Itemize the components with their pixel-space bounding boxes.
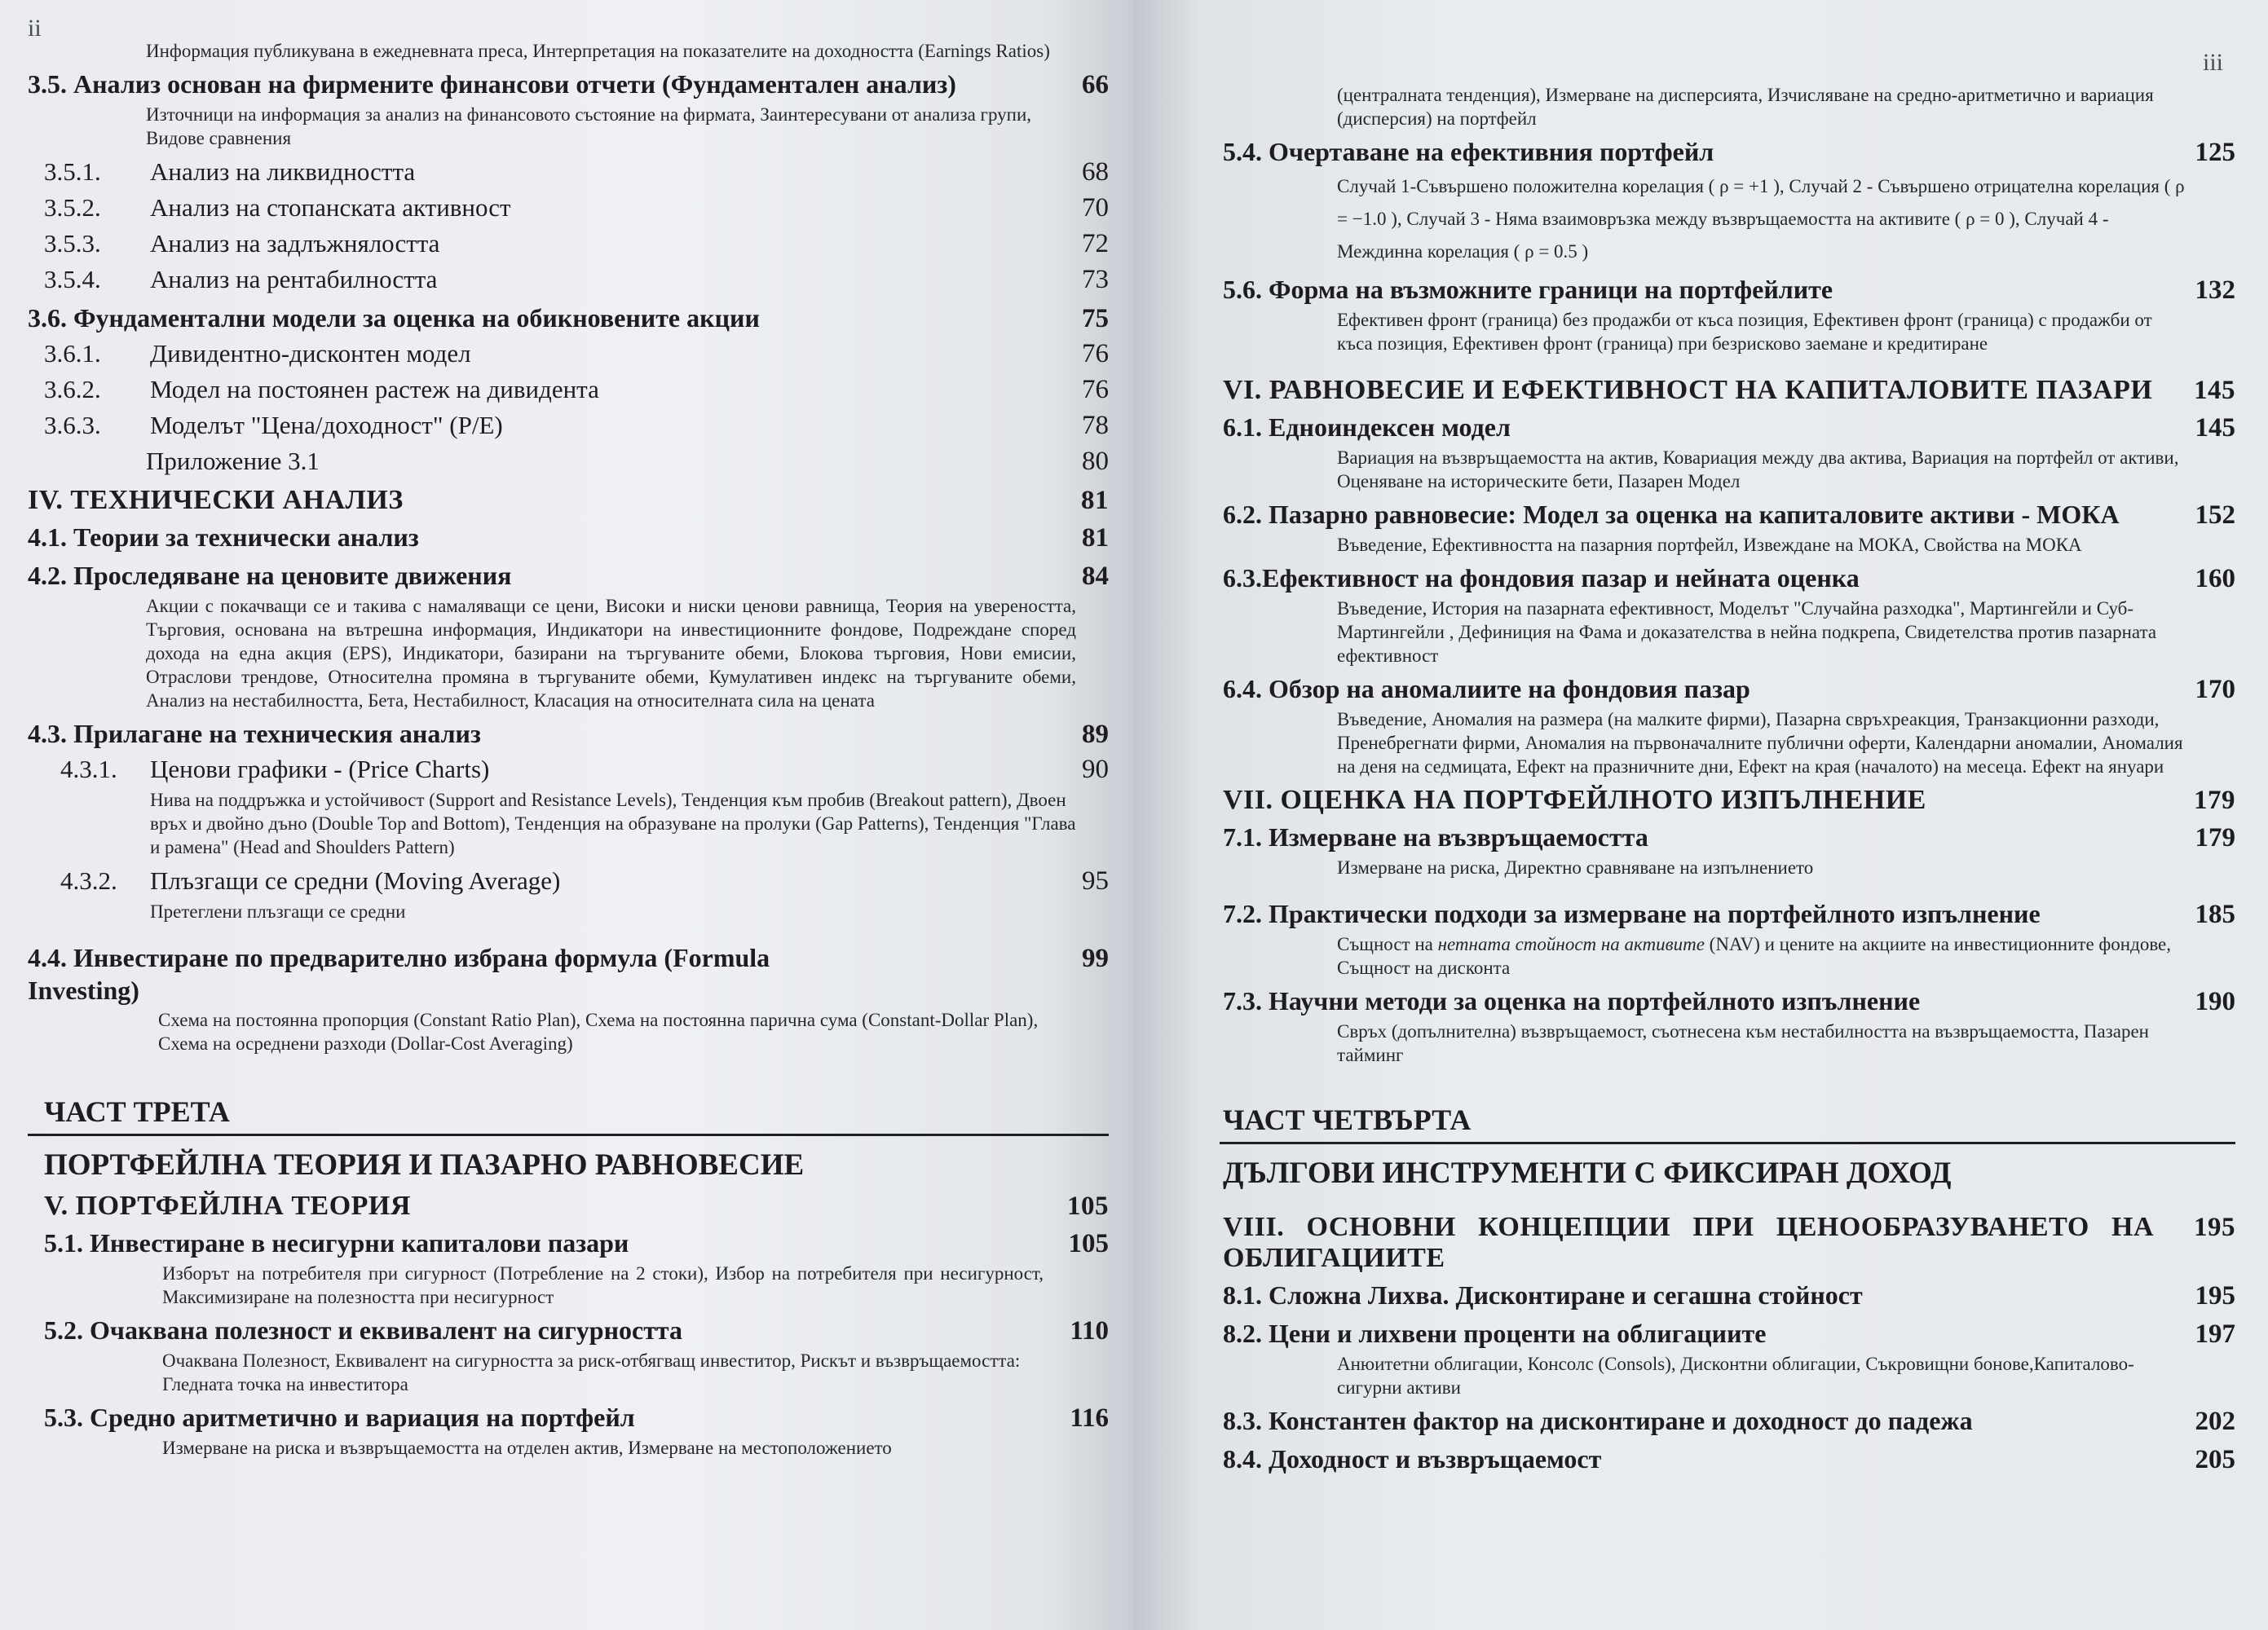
section-title: 5.1. Инвестиране в несигурни капиталови пазари [44,1228,629,1258]
subentry-title: Модел на постоянен растеж на дивидента [150,375,599,403]
page-ref: 73 [1082,265,1109,294]
toc-entry [28,302,1109,335]
subentry-title: Моделът "Цена/доходност" (P/E) [150,411,503,439]
toc-subentry [28,191,1109,225]
page-ref: 78 [1082,411,1109,440]
chapter-heading [1223,1212,2235,1274]
page-ref: 89 [1082,720,1109,749]
subentry-number: 3.6.2. [44,375,101,403]
left-page [0,0,1133,1630]
subentry-number: 3.5.2. [44,193,101,222]
entry-description: Източници на информация за анализ на финансовото състояние на фирмата, Заинтересувани от анализа групи, Видове сравнения [146,104,1032,148]
page-ref: 205 [2195,1445,2235,1474]
page-ref: 84 [1082,562,1109,591]
page-ref: 179 [2195,823,2235,852]
subentry-number: 4.3.1. [60,755,117,783]
page-number: ii [28,15,42,42]
chapter-title: VII. ОЦЕНКА НА ПОРТФЕЙЛНОТО ИЗПЪЛНЕНИЕ [1223,785,1926,815]
subentry-number: 3.6.1. [44,339,101,368]
section-title: 5.3. Средно аритметично и вариация на портфейл [44,1403,635,1432]
entry-description [1223,932,2235,980]
page-ref: 152 [2195,500,2235,530]
page-ref: 68 [1082,157,1109,187]
page-ref: 72 [1082,229,1109,258]
chapter-heading [28,485,1109,516]
page-ref: 105 [1067,1192,1109,1221]
part-title: ДЪЛГОВИ ИНСТРУМЕНТИ С ФИКСИРАН ДОХОД [1223,1156,1952,1190]
section-title: 7.1. Измерване на възвръщаемостта [1223,822,1648,852]
toc-entry [28,1314,1109,1396]
page-ref: 197 [2195,1319,2235,1349]
entry-description: Случай 1-Съвършено положителна корелация ( ρ = +1 ), Случай 2 - Съвършено отрицателна корелация ( ρ = −1.0 ), Случай 3 - Няма взаимовръзка между възвръщаемостта на активите ( ρ = 0 ), Случай 4 - Междинна корелация ( ρ = 0.5 ) [1337,176,2185,262]
page-ref: 195 [2194,1213,2235,1242]
toc-subentry [28,337,1109,371]
toc-entry [28,559,1109,712]
section-title: 8.3. Константен фактор на дисконтиране и доходност до падежа [1223,1406,1973,1435]
toc-entry [1223,498,2235,557]
page-ref: 66 [1082,70,1109,99]
page-ref: 80 [1082,447,1109,476]
chapter-heading [28,1191,1109,1222]
page-ref: 81 [1081,486,1109,515]
section-title: 5.4. Очертаване на ефективния портфейл [1223,137,1714,166]
toc-entry [1223,985,2235,1067]
page-ref: 145 [2195,413,2235,443]
entry-description: Измерване на риска и възвръщаемостта на отделен актив, Измерване на местоположението [162,1438,892,1458]
page-ref: 185 [2195,900,2235,929]
entry-description: Очаквана Полезност, Еквивалент на сигурността за риск-отбягващ инвеститор, Рискът и възвръщаемостта: Гледната точка на инвеститора [162,1350,1021,1394]
toc-entry [1223,135,2235,268]
entry-description: Ефективен фронт (граница) без продажби от къса позиция, Ефективен фронт (граница) с продажби от къса позиция, Ефективен фронт (граница) при безрисково заемане и кредитиране [1337,310,2152,354]
chapter-heading [1223,375,2235,406]
page-ref: 202 [2195,1407,2235,1436]
entry-description: Свръх (допълнителна) възвръщаемост, съотнесена към нестабилността на възвръщаемостта, Пазарен тайминг [1337,1021,2149,1065]
chapter-title: VIII. ОСНОВНИ КОНЦЕПЦИИ ПРИ ЦЕНООБРАЗУВАНЕТО НА ОБЛИГАЦИИТЕ [1223,1212,2154,1273]
entry-description: Измерване на риска, Директно сравняване на изпълнението [1337,857,1814,878]
subentry-title: Анализ на стопанската активност [150,193,511,222]
appendix-title: Приложение 3.1 [146,447,320,475]
entry-description: Анюитетни облигации, Консолс (Consols), Дисконтни облигации, Съкровищни бонове,Капиталово-сигурни активи [1337,1354,2134,1398]
subentry-title: Плъзгащи се средни (Moving Average) [150,866,561,895]
entry-description: Нива на поддръжка и устойчивост (Support and Resistance Levels), Тенденция към пробив (Breakout pattern), Двоен връх и двойно дъно (Double Top and Bottom), Тенденция на образуване на пролуки (Gap Patterns), Тенденция "Глава и рамена" (Head and Shoulders Pattern) [150,790,1076,857]
entry-description: Въведение, Ефективността на пазарния портфейл, Извеждане на МОКА, Свойства на МОКА [1337,535,2082,555]
toc-entry [1223,411,2235,493]
toc-entry [1223,1443,2235,1476]
page-ref: 160 [2195,564,2235,593]
section-title: 6.2. Пазарно равновесие: Модел за оценка на капиталовите активи - МОКА [1223,500,2120,529]
page-ref: 145 [2194,376,2235,405]
toc-subentry [28,262,1109,297]
section-title: 4.4. Инвестиране по предварително избрана формула (Formula Investing) [28,943,770,1005]
page-ref: 110 [1070,1316,1109,1346]
toc-entry [1223,672,2235,778]
toc-entry [1223,897,2235,980]
toc-subentry [28,227,1109,261]
entry-description: Изборът на потребителя при сигурност (Потребление на 2 стоки), Избор на потребителя при несигурност, Максимизиране на полезността при несигурност [162,1263,1044,1307]
page-ref: 76 [1082,339,1109,368]
part-label: ЧАСТ ТРЕТА [44,1095,230,1128]
section-title: 5.2. Очаквана полезност и еквивалент на сигурността [44,1315,683,1345]
description-emphasis: нетната стойност на активите [1437,934,1705,954]
entry-description: Претеглени плъзгащи се средни [150,901,406,922]
entry-description: Въведение, История на пазарната ефективност, Моделът "Случайна разходка", Мартингейли и Суб-Мартингейли , Дефиниция на Фама и доказателства в нейна подкрепа, Свидетелства против пазарната ефективност [1337,598,2157,666]
toc-subentry [28,155,1109,189]
subentry-title: Анализ на ликвидността [150,157,416,186]
subentry-number: 3.5.1. [44,157,101,186]
page-ref: 116 [1070,1403,1109,1433]
page-ref: 190 [2195,987,2235,1016]
toc-entry [1223,821,2235,879]
chapter-title: V. ПОРТФЕЙЛНА ТЕОРИЯ [44,1191,411,1221]
page-ref: 76 [1082,375,1109,404]
section-title: 8.2. Цени и лихвени проценти на облигациите [1223,1319,1767,1348]
page-ref: 125 [2195,138,2235,167]
entry-description: Въведение, Аномалия на размера (на малките фирми), Пазарна свръхреакция, Транзакционни разходи, Пренебрегнати фирми, Аномалия на първоначалните публични оферти, Календарни аномалии, Аномалия на деня на седмицата, Ефект на празничните дни, Ефект на края (началото) на месеца. Ефект на януари [1337,709,2183,777]
description-text: (NAV) и цените на акциите на инвестиционните фондове, Същност на дисконта [1337,934,2172,978]
section-title: 6.3.Ефективност на фондовия пазар и нейната оценка [1223,563,1860,593]
toc-subentry [28,408,1109,443]
section-title: 6.4. Обзор на аномалиите на фондовия пазар [1223,674,1750,703]
toc-entry [1223,1317,2235,1399]
toc-entry [28,717,1109,751]
page-ref: 90 [1082,755,1109,784]
page-number: iii [2202,49,2223,76]
section-title: 8.4. Доходност и възвръщаемост [1223,1444,1602,1474]
toc-entry [1223,1404,2235,1438]
toc-entry [28,68,1109,150]
toc-entry [1223,273,2235,355]
toc-entry [28,941,1109,1055]
section-title: 4.2. Проследяване на ценовите движения [28,561,512,590]
entry-description: (централната тенденция), Измерване на дисперсията, Изчисляване на средно-аритметично и вариация (дисперсия) на портфейл [1337,85,2154,129]
page-ref: 95 [1082,866,1109,896]
entry-description: Схема на постоянна пропорция (Constant Ratio Plan), Схема на постоянна парична сума (Constant-Dollar Plan), Схема на осреднени разходи (Dollar-Cost Averaging) [158,1010,1039,1054]
section-title: 7.2. Практически подходи за измерване на портфейлното изпълнение [1223,899,2041,928]
page-ref: 81 [1082,523,1109,553]
section-title: 4.1. Теории за технически анализ [28,522,419,552]
toc-entry [28,1401,1109,1460]
section-title: 3.6. Фундаментални модели за оценка на обикновените акции [28,303,760,333]
toc-entry [28,1227,1109,1309]
subentry-title: Дивидентно-дисконтен модел [150,339,471,368]
toc-subentry [28,864,1109,923]
subentry-number: 3.5.4. [44,265,101,293]
page-ref: 179 [2194,786,2235,815]
part-divider [1220,1142,2235,1144]
toc-entry [1223,562,2235,667]
page-ref: 99 [1082,944,1109,973]
part-label: ЧАСТ ЧЕТВЪРТА [1223,1104,1472,1136]
page-ref: 75 [1082,304,1109,333]
toc-subentry [28,372,1109,407]
subentry-title: Анализ на рентабилността [150,265,438,293]
subentry-number: 3.5.3. [44,229,101,258]
subentry-title: Ценови графики - (Price Charts) [150,755,490,783]
subentry-number: 3.6.3. [44,411,101,439]
section-title: 6.1. Едноиндексен модел [1223,412,1511,442]
toc-subentry [28,444,1109,478]
chapter-heading [1223,785,2235,816]
subentry-number: 4.3.2. [60,866,117,895]
page-ref: 195 [2195,1281,2235,1311]
part-divider [28,1134,1109,1136]
entry-description: Акции с покачващи се и такива с намаляващи се цени, Високи и ниски ценови равнища, Теория на увереността, Търговия, основана на вътрешна информация, Индикатори на инвестиционните фондове, Подреждане според дохода на една акция (EPS), Индикатори, базирани на търгуваните обеми, Блокова търговия, Нови емисии, Отраслови трендове, Относителна промяна в търгуваните обеми, Кумулативен индекс на търгуваните обеми, Анализ на нестабилността, Бета, Нестабилност, Класация на относителната сила на цената [146,596,1076,711]
toc-subentry [28,752,1109,859]
page-ref: 70 [1082,193,1109,222]
toc-entry [1223,1279,2235,1312]
description-text: Същност на [1337,934,1438,954]
chapter-title: VI. РАВНОВЕСИЕ И ЕФЕКТИВНОСТ НА КАПИТАЛОВИТЕ ПАЗАРИ [1223,375,2153,405]
page-ref: 170 [2195,675,2235,704]
section-title: 7.3. Научни методи за оценка на портфейлното изпълнение [1223,986,1921,1015]
section-title: 5.6. Форма на възможните граници на портфейлите [1223,275,1833,304]
chapter-title: IV. ТЕХНИЧЕСКИ АНАЛИЗ [28,485,404,515]
right-page [1133,0,2268,1630]
section-title: 8.1. Сложна Лихва. Дисконтиране и сегашна стойност [1223,1280,1863,1310]
entry-description: Вариация на възвръщаемостта на актив, Ковариация между два актива, Вариация на портфейл от активи, Оценяване на историческите бети, Пазарен Модел [1337,447,2179,491]
page-ref: 132 [2195,275,2235,305]
page-ref: 105 [1068,1229,1109,1258]
subentry-title: Анализ на задлъжнялостта [150,229,440,258]
section-title: 3.5. Анализ основан на фирмените финансови отчети (Фундаментален анализ) [28,69,956,99]
entry-description: Информация публикувана в ежедневната преса, Интерпретация на показателите на доходността (Earnings Ratios) [146,41,1050,61]
part-title: ПОРТФЕЙЛНА ТЕОРИЯ И ПАЗАРНО РАВНОВЕСИЕ [44,1148,805,1182]
toc-entry [28,521,1109,554]
section-title: 4.3. Прилагане на техническия анализ [28,719,481,748]
